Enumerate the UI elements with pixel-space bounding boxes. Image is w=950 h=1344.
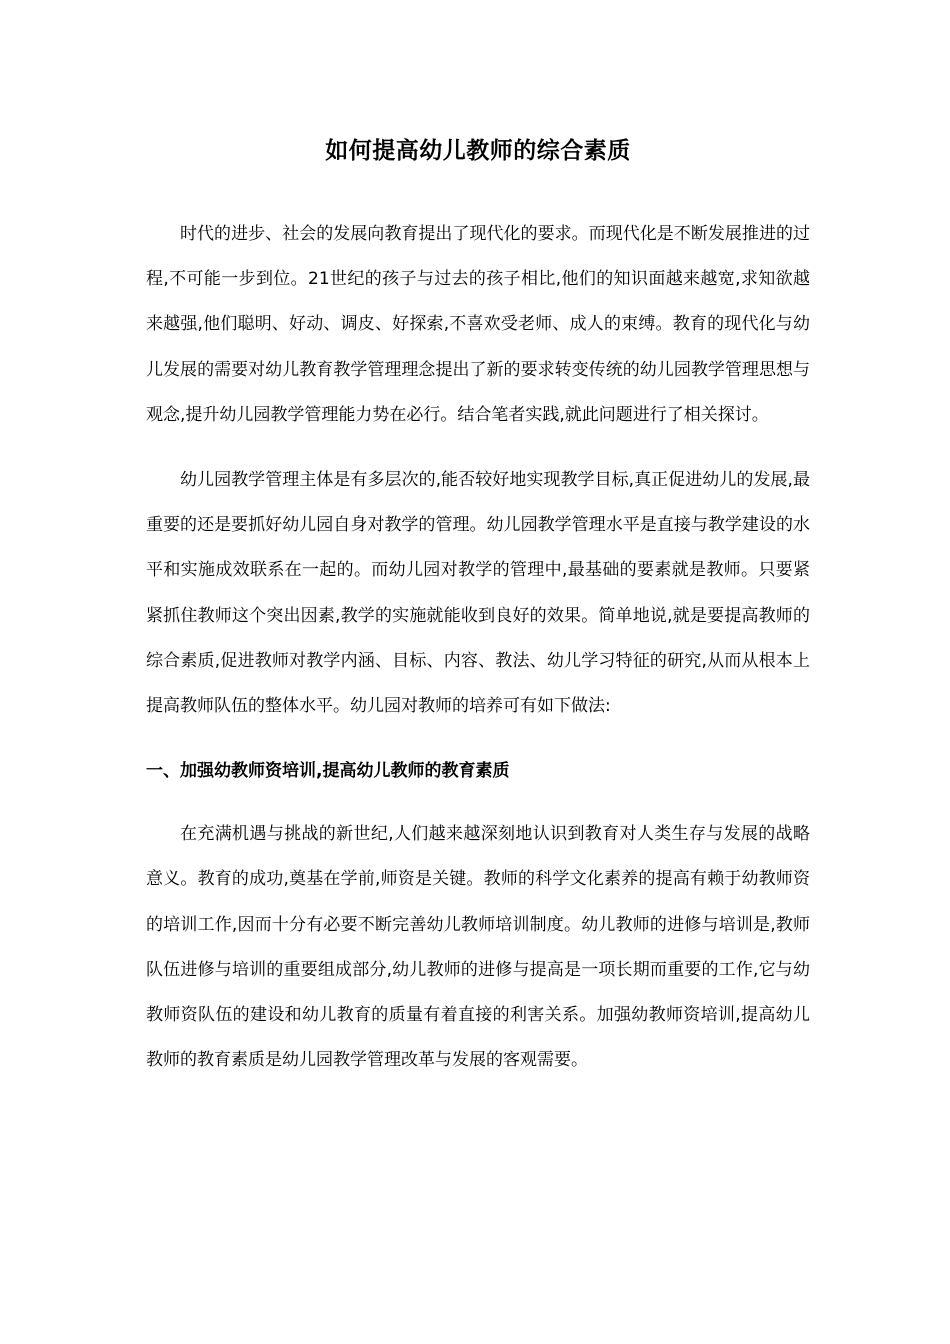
section-1-paragraph: 在充满机遇与挑战的新世纪,人们越来越深刻地认识到教育对人类生存与发展的战略意义。教育的成功,奠基在学前,师资是关键。教师的科学文化素养的提高有赖于幼教师资的培训工作,因而十分有必要不断完善幼儿教师培训制度。幼儿教师的进修与培训是,教师队伍进修与培训的重要组成部分,幼儿教师的进修与提高是一项长期而重要的工作,它与幼教师资队伍的建设和幼儿教育的质量有着直接的利害关系。加强幼教师资培训,提高幼儿教师的教育素质是幼儿园教学管理改革与发展的客观需要。	[146, 824, 810, 1071]
intro-paragraph: 时代的进步、社会的发展向教育提出了现代化的要求。而现代化是不断发展推进的过程,不可能一步到位。21世纪的孩子与过去的孩子相比,他们的知识面越来越宽,求知欲越来越强,他们聪明、好动、调皮、好探索,不喜欢受老师、成人的束缚。教育的现代化与幼儿发展的需要对幼儿教育教学管理理念提出了新的要求转变传统的幼儿园教学管理思想与观念,提升幼儿园教学管理能力势在必行。结合笔者实践,就此问题进行了相关探讨。	[146, 224, 810, 425]
management-paragraph: 幼儿园教学管理主体是有多层次的,能否较好地实现教学目标,真正促进幼儿的发展,最重要的还是要抓好幼儿园自身对教学的管理。幼儿园教学管理水平是直接与教学建设的水平和实施成效联系在一起的。而幼儿园对教学的管理中,最基础的要素就是教师。只要紧紧抓住教师这个突出因素,教学的实施就能收到良好的效果。简单地说,就是要提高教师的综合素质,促进教师对教学内涵、目标、内容、教法、幼儿学习特征的研究,从而从根本上提高教师队伍的整体水平。幼儿园对教师的培养可有如下做法:	[146, 470, 810, 717]
section-heading-1: 一、加强幼教师资培训,提高幼儿教师的教育素质	[146, 761, 510, 782]
document-title: 如何提高幼儿教师的综合素质	[325, 138, 631, 164]
